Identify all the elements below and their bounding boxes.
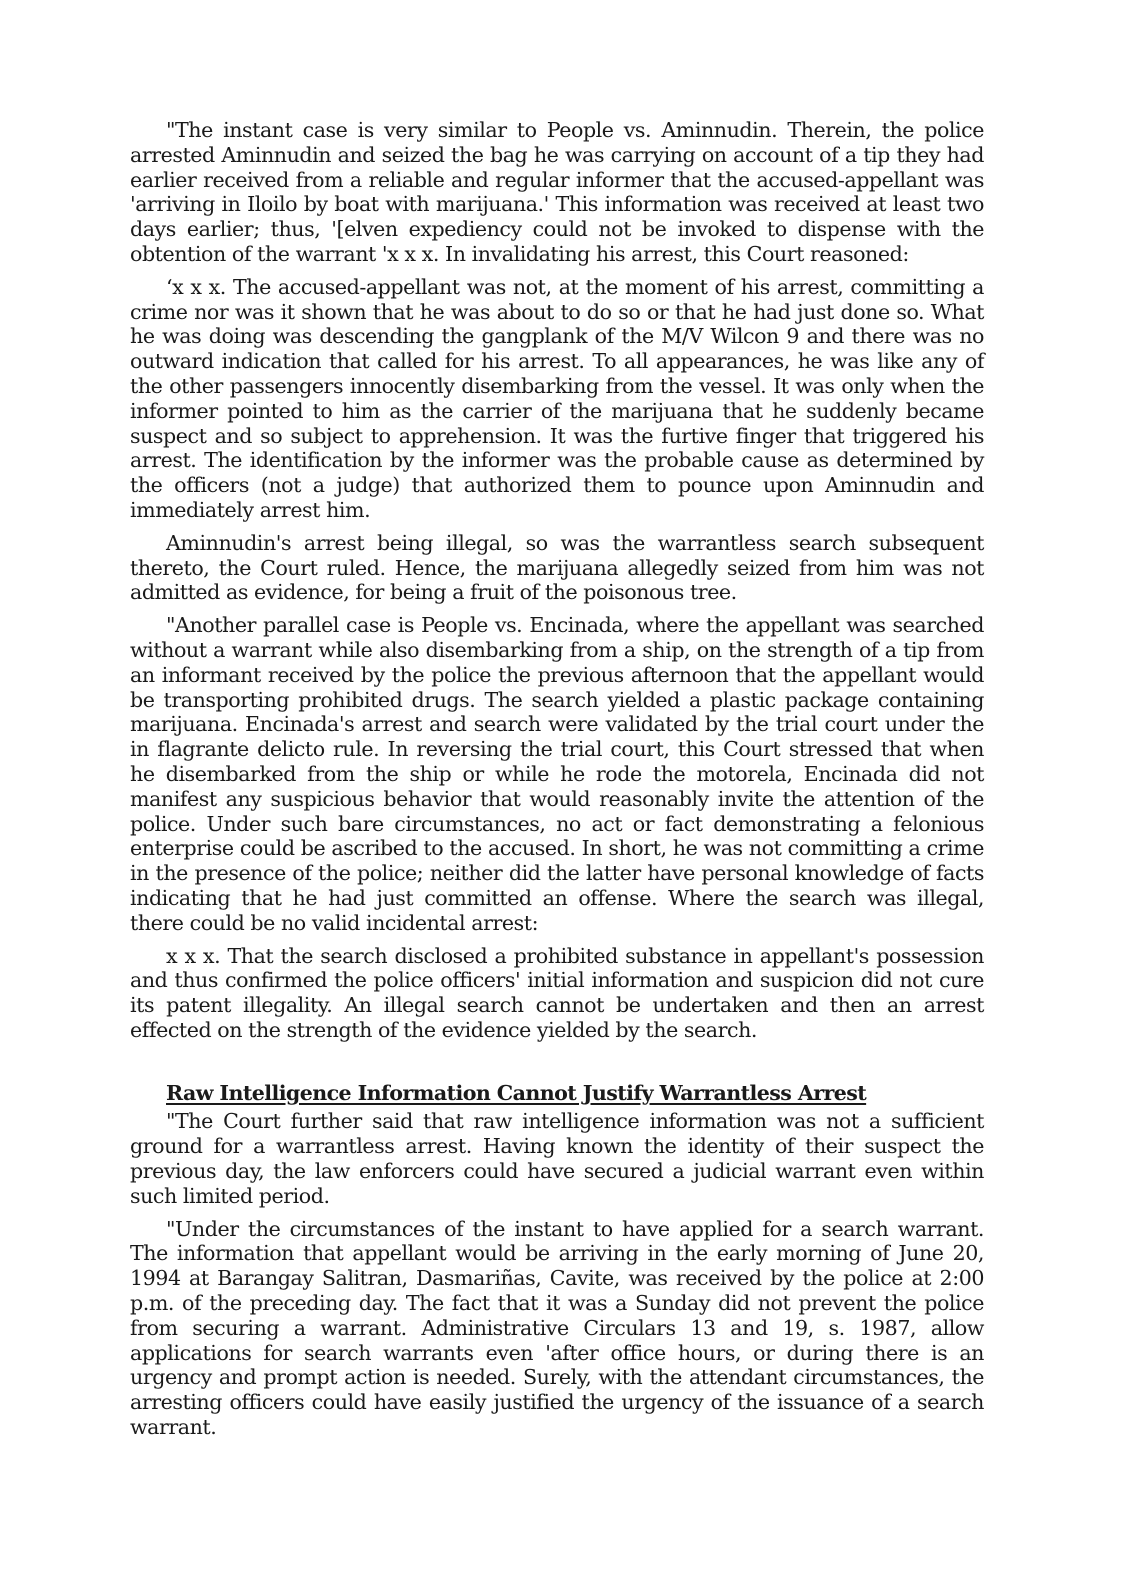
paragraph-raw-intelligence: "The Court further said that raw intelligence information was not a sufficient ground for a warrantless arrest. Having known the identity of their suspect the previous day, the law enforcers could have secured a judicial warrant even within such limited period. [130, 1109, 984, 1208]
document-page [130, 118, 984, 1448]
paragraph-aminnudin-quote: ‘x x x. The accused-appellant was not, at the moment of his arrest, committing a crime nor was it shown that he was about to do so or that he had just done so. What he was doing was descending the gangplank of the M/V Wilcon 9 and there was no outward indication that called for his arrest. To all appearances, he was like any of the other passengers innocently disembarking from the vessel. It was only when the informer pointed to him as the carrier of the marijuana that he suddenly became suspect and so subject to apprehension. It was the furtive finger that triggered his arrest. The identification by the informer was the probable cause as determined by the officers (not a judge) that authorized them to pounce upon Aminnudin and immediately arrest him. [130, 274, 984, 522]
paragraph-aminnudin-case: "The instant case is very similar to People vs. Aminnudin. Therein, the police arrested Aminnudin and seized the bag he was carrying on account of a tip they had earlier received from a reliable and regular informer that the accused-appellant was 'arriving in Iloilo by boat with marijuana.' This information was received at least two days earlier; thus, '[elven expediency could not be invoked to dispense with the obtention of the warrant 'x x x. In invalidating his arrest, this Court reasoned: [130, 118, 984, 266]
paragraph-encinada-quote: x x x. That the search disclosed a prohibited substance in appellant's possession and thus confirmed the police officers' initial information and suspicion did not cure its patent illegality. An illegal search cannot be undertaken and then an arrest effected on the strength of the evidence yielded by the search. [130, 943, 984, 1042]
paragraph-aminnudin-ruling: Aminnudin's arrest being illegal, so was the warrantless search subsequent thereto, the Court ruled. Hence, the marijuana allegedly seized from him was not admitted as evidence, for being a fruit of the poisonous tree. [130, 530, 984, 605]
section-heading: Raw Intelligence Information Cannot Justify Warrantless Arrest [166, 1080, 867, 1105]
paragraph-search-warrant: "Under the circumstances of the instant to have applied for a search warrant. The information that appellant would be arriving in the early morning of June 20, 1994 at Barangay Salitran, Dasmariñas, Cavite, was received by the police at 2:00 p.m. of the preceding day. The fact that it was a Sunday did not prevent the police from securing a warrant. Administrative Circulars 13 and 19, s. 1987, allow applications for search warrants even 'after office hours, or during there is an urgency and prompt action is needed. Surely, with the attendant circumstances, the arresting officers could have easily justified the urgency of the issuance of a search warrant. [130, 1216, 984, 1440]
paragraph-encinada-case: "Another parallel case is People vs. Encinada, where the appellant was searched without a warrant while also disembarking from a ship, on the strength of a tip from an informant received by the police the previous afternoon that the appellant would be transporting prohibited drugs. The search yielded a plastic package containing marijuana. Encinada's arrest and search were validated by the trial court under the in flagrante delicto rule. In reversing the trial court, this Court stressed that when he disembarked from the ship or while he rode the motorela, Encinada did not manifest any suspicious behavior that would reasonably invite the attention of the police. Under such bare circumstances, no act or fact demonstrating a felonious enterprise could be ascribed to the accused. In short, he was not committing a crime in the presence of the police; neither did the latter have personal knowledge of facts indicating that he had just committed an offense. Where the search was illegal, there could be no valid incidental arrest: [130, 613, 984, 935]
